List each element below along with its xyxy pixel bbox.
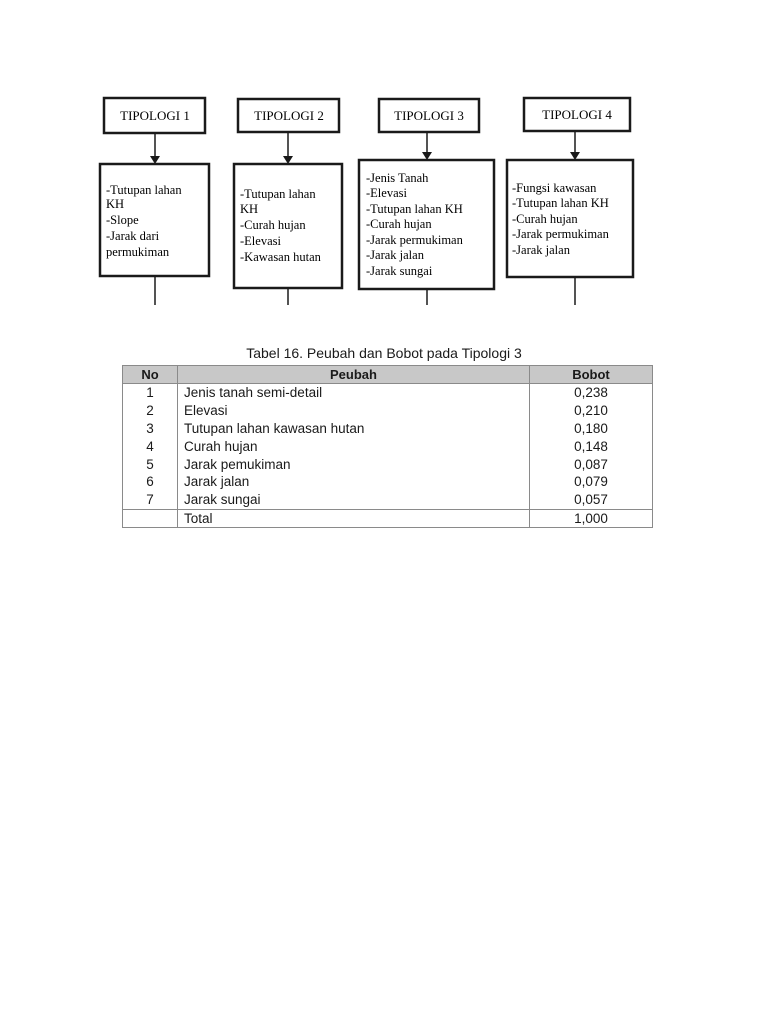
- row-no: 2: [123, 402, 178, 420]
- typology-3-variable: -Jenis Tanah: [366, 171, 429, 185]
- typology-3-variable: -Jarak jalan: [366, 248, 424, 262]
- typology-1-variable: KH: [106, 197, 125, 211]
- row-no: 6: [123, 473, 178, 491]
- typology-3-variable: -Curah hujan: [366, 217, 432, 231]
- typology-4-variable: -Tutupan lahan KH: [512, 196, 609, 210]
- row-peubah: Elevasi: [178, 402, 530, 420]
- typology-1-variable: -Tutupan lahan: [106, 183, 182, 197]
- row-no: 3: [123, 420, 178, 438]
- table-row: [123, 420, 653, 438]
- typology-4: [507, 98, 633, 305]
- header-no: No: [123, 366, 178, 384]
- table-row: [123, 384, 653, 402]
- typology-4-title: TIPOLOGI 4: [542, 107, 612, 122]
- row-bobot: 0,079: [530, 473, 653, 491]
- typology-1-variable: permukiman: [106, 245, 170, 259]
- typology-2-variable: KH: [240, 202, 259, 216]
- typology-3: [359, 99, 494, 305]
- typology-3-variable: -Jarak permukiman: [366, 233, 463, 247]
- row-peubah: Jarak sungai: [178, 491, 530, 509]
- typology-diagram: [0, 0, 768, 320]
- table-row: [123, 455, 653, 473]
- typology-2-variable: -Tutupan lahan: [240, 187, 316, 201]
- typology-2-title: TIPOLOGI 2: [254, 108, 324, 123]
- row-no: 5: [123, 455, 178, 473]
- row-peubah: Jarak jalan: [178, 473, 530, 491]
- table-total-row: [123, 509, 653, 527]
- row-peubah: Tutupan lahan kawasan hutan: [178, 420, 530, 438]
- typology-3-variable: -Jarak sungai: [366, 264, 433, 278]
- typology-2-variable: -Kawasan hutan: [240, 250, 321, 264]
- typology-2-variable: -Curah hujan: [240, 218, 306, 232]
- table-row: [123, 473, 653, 491]
- row-bobot: 0,180: [530, 420, 653, 438]
- typology-3-title: TIPOLOGI 3: [394, 108, 464, 123]
- row-no: 4: [123, 437, 178, 455]
- table-row: [123, 437, 653, 455]
- typology-4-variable: -Jarak permukiman: [512, 227, 609, 241]
- header-peubah: Peubah: [178, 366, 530, 384]
- typology-2: [234, 99, 342, 305]
- row-bobot: 0,148: [530, 437, 653, 455]
- typology-1-variable: -Slope: [106, 213, 139, 227]
- typology-4-variable: -Curah hujan: [512, 212, 578, 226]
- row-peubah: Jenis tanah semi-detail: [178, 384, 530, 402]
- row-bobot: 0,087: [530, 455, 653, 473]
- table-caption: Tabel 16. Peubah dan Bobot pada Tipologi 3: [246, 345, 522, 361]
- table-row: [123, 402, 653, 420]
- weights-table: [122, 365, 653, 528]
- typology-4-variable: -Jarak jalan: [512, 243, 570, 257]
- total-no: [123, 509, 178, 527]
- typology-2-variable: -Elevasi: [240, 234, 281, 248]
- typology-1-title: TIPOLOGI 1: [120, 108, 190, 123]
- row-no: 1: [123, 384, 178, 402]
- total-bobot: 1,000: [530, 509, 653, 527]
- table-header-row: [123, 366, 653, 384]
- typology-3-variable: -Tutupan lahan KH: [366, 202, 463, 216]
- typology-1-variable: -Jarak dari: [106, 229, 160, 243]
- typology-4-variable: -Fungsi kawasan: [512, 181, 597, 195]
- table-row: [123, 491, 653, 509]
- header-bobot: Bobot: [530, 366, 653, 384]
- row-peubah: Jarak pemukiman: [178, 455, 530, 473]
- row-bobot: 0,057: [530, 491, 653, 509]
- row-bobot: 0,210: [530, 402, 653, 420]
- row-bobot: 0,238: [530, 384, 653, 402]
- row-no: 7: [123, 491, 178, 509]
- total-label: Total: [178, 509, 530, 527]
- typology-3-variable: -Elevasi: [366, 186, 407, 200]
- typology-1: [100, 98, 209, 305]
- row-peubah: Curah hujan: [178, 437, 530, 455]
